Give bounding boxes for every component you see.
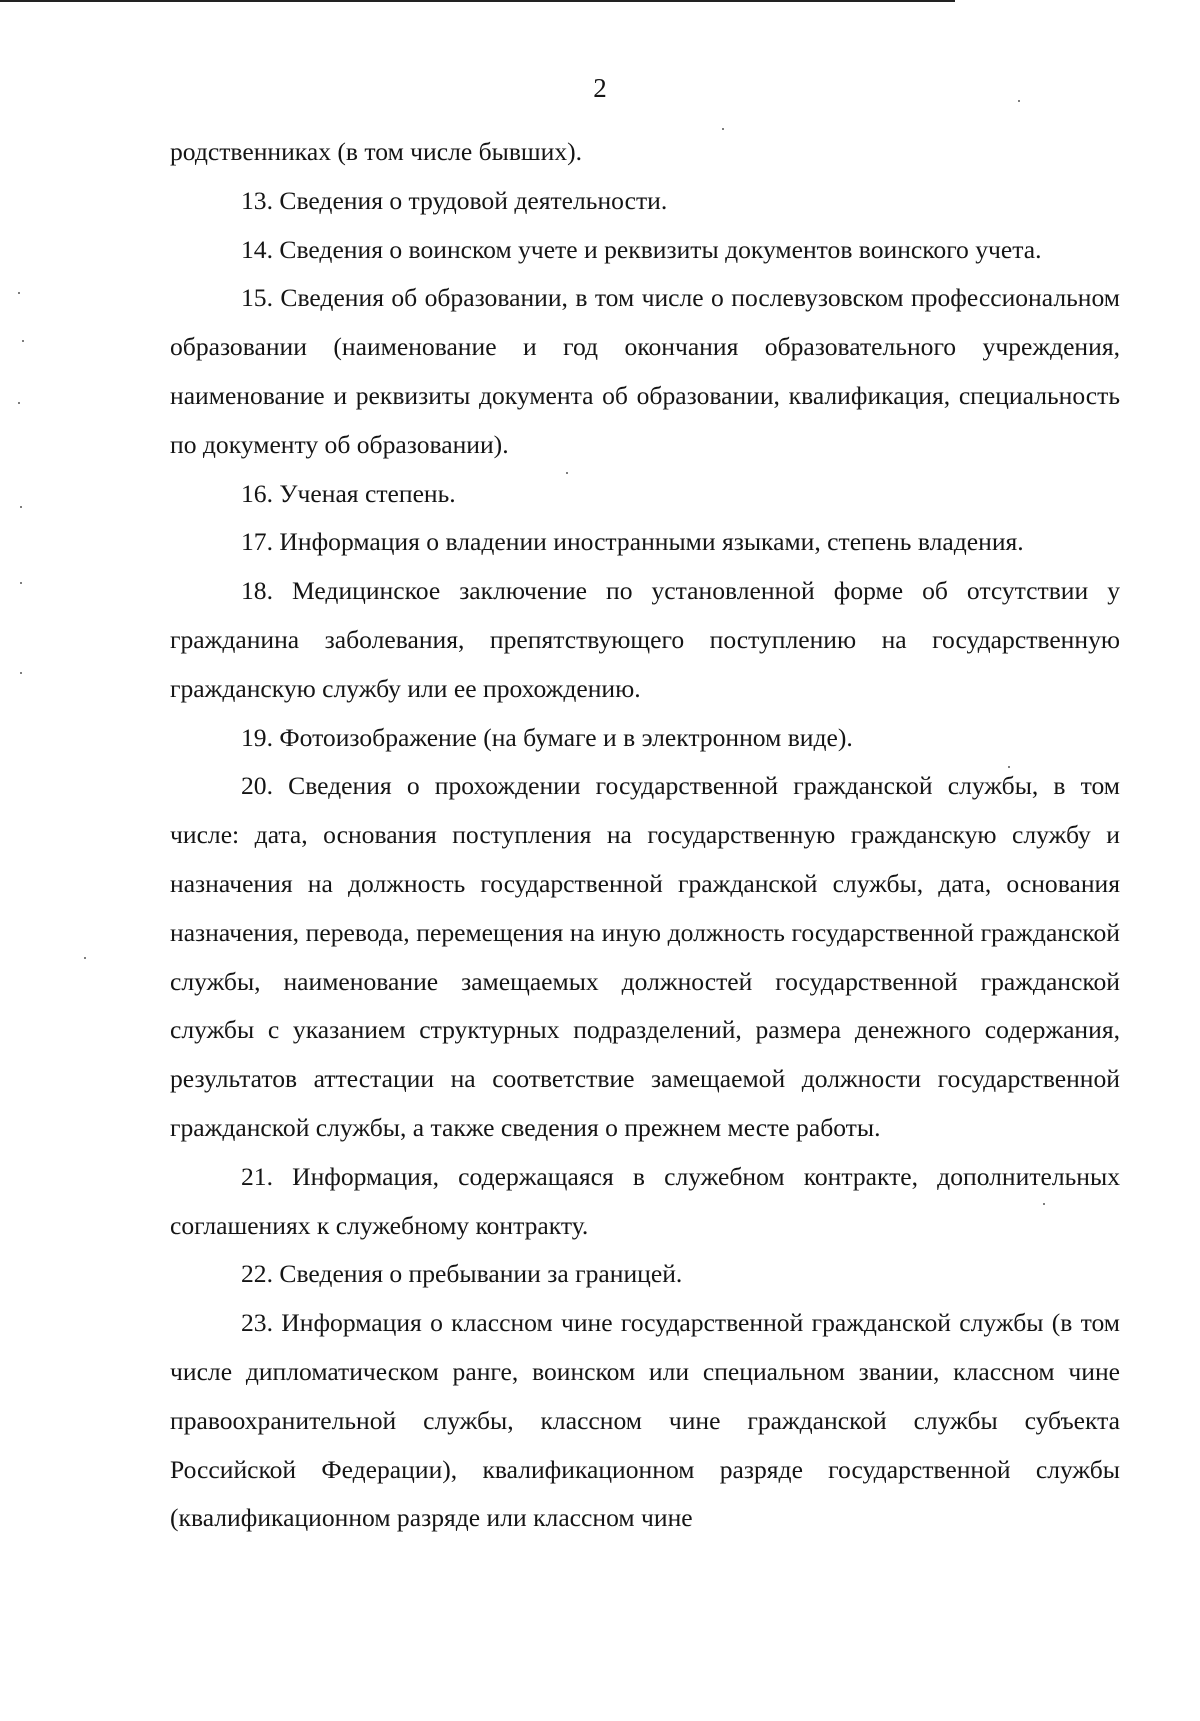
top-border-line (0, 0, 955, 2)
paragraph-16: 16. Ученая степень. (241, 478, 456, 508)
page-number: 2 (593, 73, 607, 103)
paragraph-20: 20. Сведения о прохождении государственной гражданской службы, в том числе: дата, основания поступления на государственную гражданскую службу и назначения на должность государственной гражданской службы, дата, основания назначения, перевода, перемещения на иную должность государственной гражданской службы, наименование замещаемых должностей государственной гражданской службы с указанием структурных подразделений, размера денежного содержания, результатов аттестации на соответствие замещаемой должности государственной гражданской службы, а также сведения о прежнем месте работы. (170, 771, 1120, 1142)
scan-speck (566, 472, 568, 474)
paragraph-continuation: родственниках (в том числе бывших). (170, 137, 583, 166)
scan-speck (22, 340, 24, 342)
paragraph-19: 19. Фотоизображение (на бумаге и в электронном виде). (241, 722, 853, 752)
scan-speck (1043, 1203, 1045, 1205)
paragraph-22: 22. Сведения о пребывании за границей. (241, 1259, 683, 1289)
scan-speck (20, 582, 22, 584)
paragraph-15: 15. Сведения об образовании, в том числе о послевузовском профессиональном образовании (наименование и год окончания образовательного учреждения, наименование и реквизиты документа об образовании, квалификация, специальность по документу об образовании). (170, 283, 1120, 459)
scan-speck (1018, 100, 1020, 102)
scan-speck (1008, 766, 1010, 768)
paragraph-17: 17. Информация о владении иностранными языками, степень владения. (241, 527, 1024, 557)
scan-speck (18, 402, 20, 404)
paragraph-23: 23. Информация о классном чине государственной гражданской службы (в том числе дипломатическом ранге, воинском или специальном звании, классном чине правоохранительной службы, классном чине гражданской службы субъекта Российской Федерации), квалификационном разряде государственной службы (квалификационном разряде или классном чине (170, 1308, 1120, 1533)
paragraph-13: 13. Сведения о трудовой деятельности. (241, 185, 668, 215)
paragraph-14: 14. Сведения о воинском учете и реквизиты документов воинского учета. (241, 234, 1042, 264)
scan-speck (18, 292, 20, 294)
scan-speck (20, 672, 22, 674)
document-body (170, 128, 1120, 1543)
scan-speck (84, 957, 86, 959)
scan-speck (20, 506, 22, 508)
paragraph-18: 18. Медицинское заключение по установленной форме об отсутствии у гражданина заболевания, препятствующего поступлению на государственную гражданскую службу или ее прохождению. (170, 576, 1120, 703)
paragraph-21: 21. Информация, содержащаяся в служебном контракте, дополнительных соглашениях к служебному контракту. (170, 1161, 1120, 1240)
scan-speck (722, 128, 724, 130)
